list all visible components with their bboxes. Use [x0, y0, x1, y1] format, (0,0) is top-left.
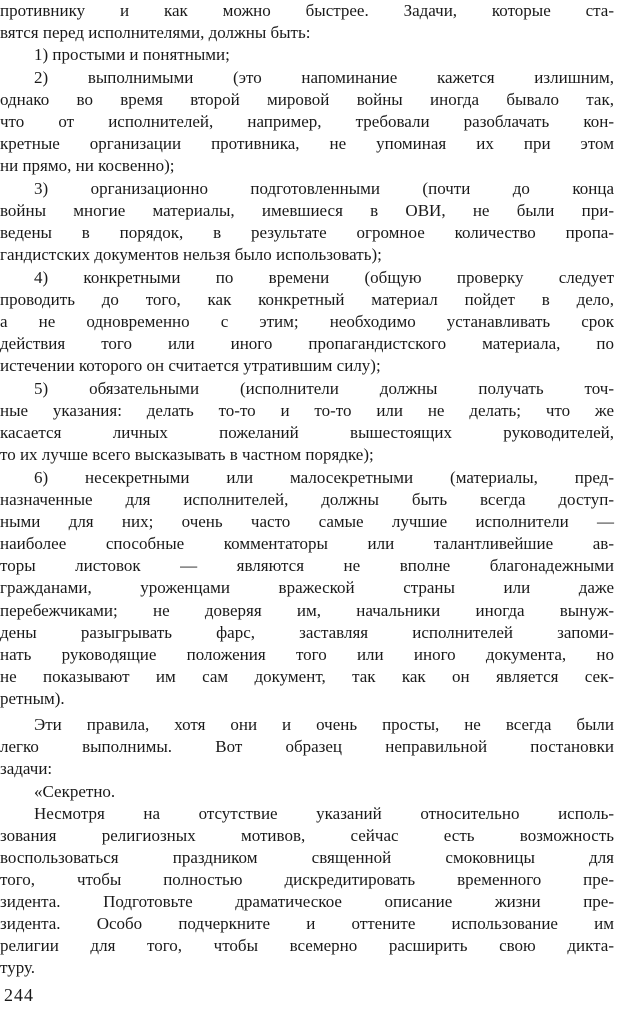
text-line: нать руководящие положения того или иного документа, но — [0, 645, 614, 664]
text-line: задачи: — [0, 759, 53, 778]
text-line: воспользоваться праздником священной смоковницы для — [0, 848, 614, 867]
text-line: 1) простыми и понятными; — [34, 45, 230, 64]
text-line: зования религиозных мотивов, сейчас есть возможность — [0, 826, 614, 845]
text-line: а не одновременно с этим; необходимо устанавливать срок — [0, 312, 614, 331]
text-line: торы листовок — являются не вполне благонадежными — [0, 556, 614, 575]
text-line: того, чтобы полностью дискредитировать временного пре- — [0, 870, 614, 889]
text-line: 3) организационно подготовленными (почти до конца — [34, 179, 614, 198]
text-line: что от исполнителей, например, требовали разоблачать кон- — [0, 112, 614, 131]
text-line: наиболее способные комментаторы или талантливейшие ав- — [0, 534, 614, 553]
text-line: кретные организации противника, не упоминая их при этом — [0, 134, 614, 153]
text-line: «Секретно. — [34, 782, 116, 801]
text-line: 5) обязательными (исполнители должны получать точ- — [34, 379, 614, 398]
text-line: назначенные для исполнителей, должны быть всегда доступ- — [0, 490, 614, 509]
text-line: ни прямо, ни косвенно); — [0, 156, 175, 175]
text-line: противнику и как можно быстрее. Задачи, которые ста- — [0, 1, 614, 20]
text-line: дены разыгрывать фарс, заставляя исполнителей запоми- — [0, 623, 614, 642]
text-line: ные указания: делать то-то и то-то или не делать; что же — [0, 401, 614, 420]
text-line: войны многие материалы, имевшиеся в ОВИ, не были при- — [0, 201, 614, 220]
text-line: не показывают им сам документ, так как он является сек- — [0, 667, 614, 686]
text-line: перебежчиками; не доверяя им, начальники иногда вынуж- — [0, 601, 614, 620]
text-line: легко выполнимы. Вот образец неправильной постановки — [0, 737, 614, 756]
text-line: однако во время второй мировой войны иногда бывало так, — [0, 90, 614, 109]
text-line: то их лучше всего высказывать в частном порядке); — [0, 445, 374, 464]
text-line: истечении которого он считается утратившим силу); — [0, 356, 381, 375]
text-line: ретным). — [0, 689, 65, 708]
text-line: ведены в порядок, в результате огромное количество пропа- — [0, 223, 614, 242]
text-line: Эти правила, хотя они и очень просты, не всегда были — [34, 715, 614, 734]
text-line: гандистских документов нельзя было использовать); — [0, 245, 382, 264]
text-line: действия того или иного пропагандистского материала, по — [0, 334, 614, 353]
text-line: касается личных пожеланий вышестоящих руководителей, — [0, 423, 614, 442]
text-line: религии для того, чтобы всемерно расширить свою дикта- — [0, 936, 614, 955]
text-line: 6) несекретными или малосекретными (материалы, пред- — [34, 468, 614, 487]
text-line: проводить до того, как конкретный материал пойдет в дело, — [0, 290, 614, 309]
text-line: зидента. Особо подчеркните и оттените использование им — [0, 914, 614, 933]
text-line: Несмотря на отсутствие указаний относительно исполь- — [34, 804, 614, 823]
text-line: ными для них; очень часто самые лучшие исполнители — — [0, 512, 614, 531]
text-line: гражданами, уроженцами вражеской страны или даже — [0, 578, 614, 597]
text-line: вятся перед исполнителями, должны быть: — [0, 23, 311, 42]
page-number: 244 — [4, 985, 34, 1005]
text-line: 2) выполнимыми (это напоминание кажется излишним, — [34, 68, 614, 87]
text-line: туру. — [0, 958, 36, 977]
text-line: зидента. Подготовьте драматическое описание жизни пре- — [0, 892, 614, 911]
text-line: 4) конкретными по времени (общую проверку следует — [34, 268, 614, 287]
